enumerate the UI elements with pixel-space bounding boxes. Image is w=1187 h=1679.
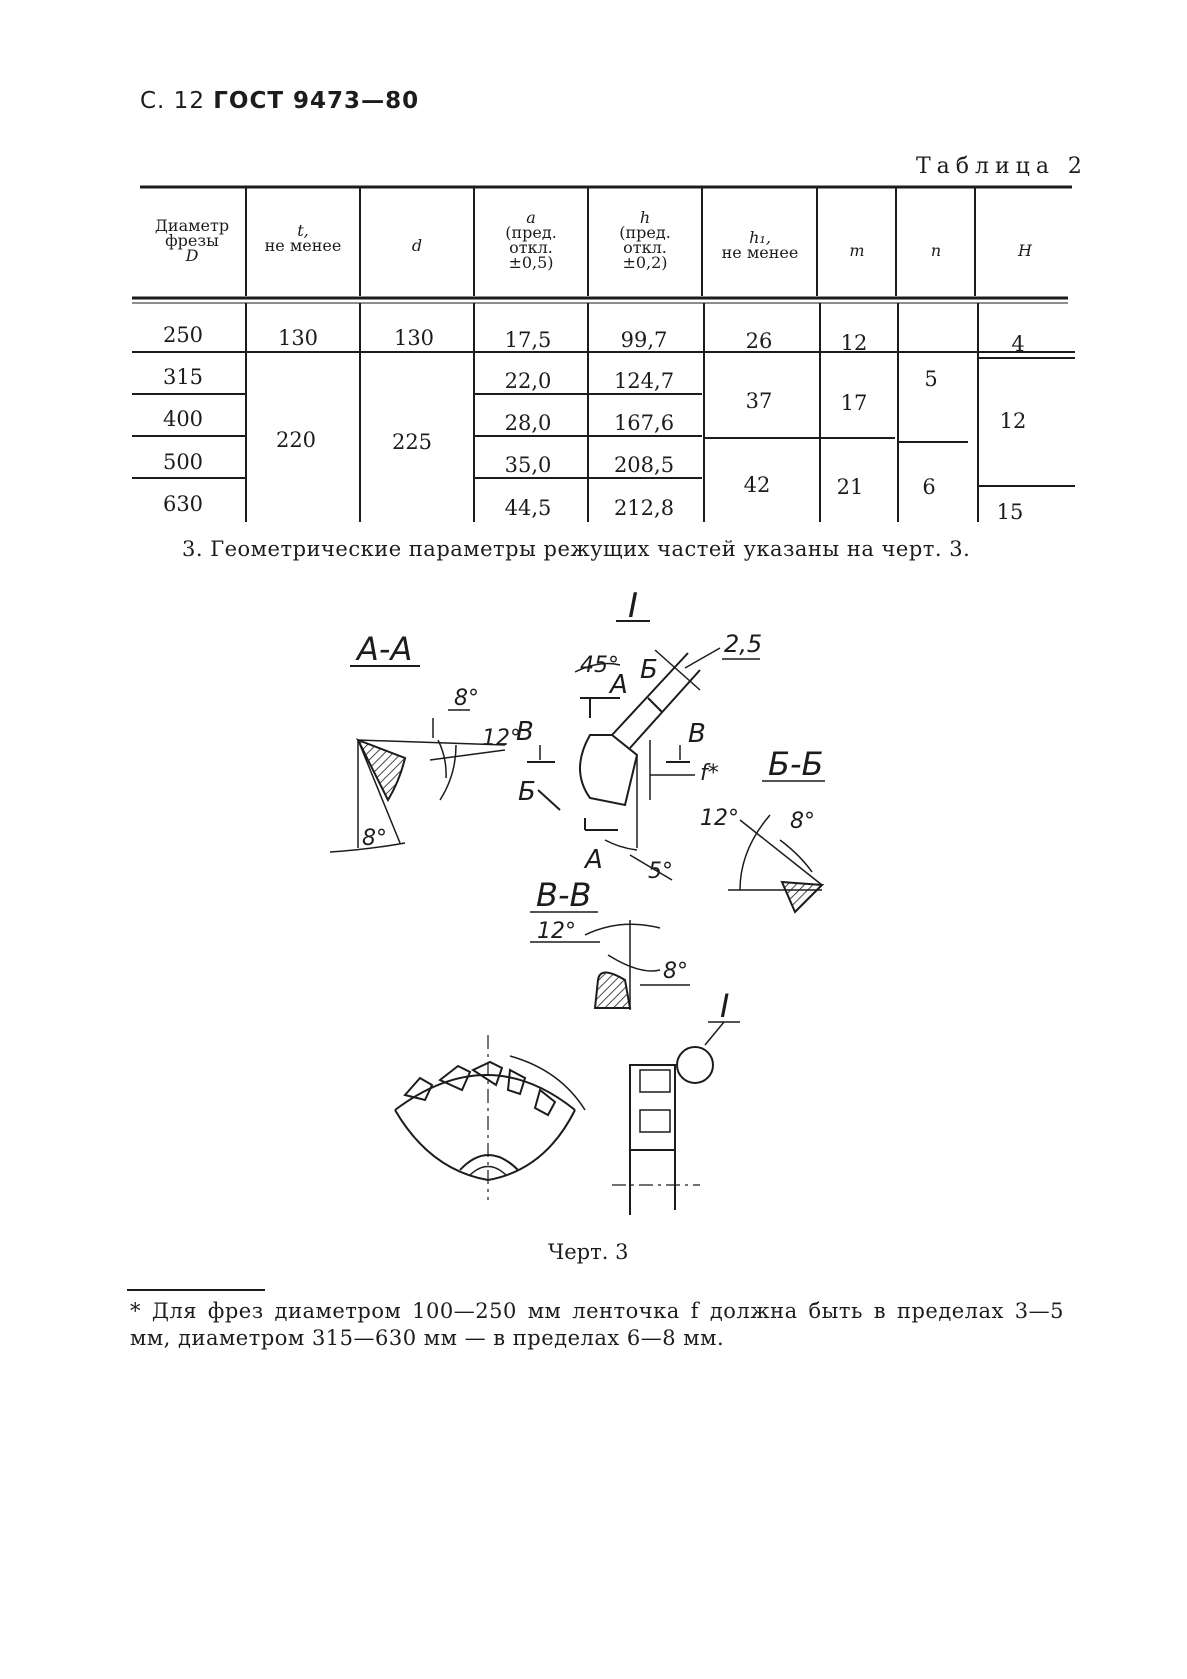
cell-h1: 37 bbox=[745, 389, 773, 413]
header-symbol: t, bbox=[297, 221, 309, 240]
label-section-AA: А-А bbox=[357, 630, 413, 668]
angle-label: 5° bbox=[648, 859, 673, 884]
section-VV bbox=[530, 876, 690, 1010]
section-BB bbox=[700, 745, 825, 912]
label-detail-I: I bbox=[628, 586, 639, 626]
header-text: ±0,5) bbox=[508, 253, 554, 272]
cell-H: 4 bbox=[1011, 332, 1025, 356]
angle-label: 12° bbox=[482, 726, 521, 751]
footnote: * Для фрез диаметром 100—250 мм ленточка f должна быть в пределах 3—5 мм, диаметром 315—630 мм — в пределах 6—8 мм. bbox=[130, 1299, 1064, 1350]
angle-label: 45° bbox=[580, 653, 619, 678]
cell-n: 5 bbox=[924, 367, 938, 391]
detail-I-title bbox=[616, 586, 650, 626]
header-symbol: h bbox=[639, 208, 651, 227]
paragraph: 3. Геометрические параметры режущих частей указаны на черт. 3. bbox=[182, 537, 971, 561]
header-H: H bbox=[1018, 241, 1032, 260]
header-m: m bbox=[849, 241, 865, 260]
cell-d: 130 bbox=[393, 326, 435, 350]
header-text: фрезы bbox=[165, 231, 219, 250]
angle-label: 8° bbox=[362, 826, 387, 851]
angle-label: 12° bbox=[700, 806, 739, 831]
cell-D: 500 bbox=[162, 450, 204, 474]
header-d: d bbox=[411, 236, 423, 255]
header-text: откл. bbox=[509, 238, 553, 257]
cell-a: 44,5 bbox=[504, 496, 552, 520]
dimension-label: 2,5 bbox=[724, 630, 763, 658]
cell-t: 130 bbox=[277, 326, 319, 350]
cell-h: 212,8 bbox=[613, 496, 675, 520]
cell-t: 220 bbox=[275, 428, 317, 452]
cell-D: 400 bbox=[162, 407, 204, 431]
header-text: откл. bbox=[623, 238, 667, 257]
label-f: f* bbox=[700, 761, 719, 786]
header-text: не менее bbox=[721, 243, 799, 262]
header-symbol: a bbox=[526, 208, 536, 227]
page-number: С. 12 bbox=[140, 88, 205, 114]
header-text: (пред. bbox=[619, 223, 671, 242]
cell-D: 315 bbox=[162, 365, 204, 389]
section-AA bbox=[330, 630, 521, 852]
cell-H: 15 bbox=[996, 500, 1024, 524]
table-title: Таблица 2 bbox=[916, 154, 1088, 179]
angle-label: 8° bbox=[663, 959, 688, 984]
detail-I-view bbox=[516, 630, 762, 884]
header-text: ±0,2) bbox=[622, 253, 668, 272]
header-symbol: D bbox=[185, 246, 199, 265]
cut-label-A: А bbox=[610, 670, 628, 700]
standard-number: ГОСТ 9473—80 bbox=[213, 88, 420, 114]
cell-D: 250 bbox=[162, 323, 204, 347]
header-n: n bbox=[930, 241, 942, 260]
cell-a: 28,0 bbox=[504, 411, 552, 435]
cell-a: 35,0 bbox=[504, 453, 552, 477]
angle-label: 8° bbox=[790, 809, 815, 834]
cell-h: 99,7 bbox=[620, 328, 668, 352]
footnote-separator bbox=[127, 1289, 265, 1291]
cell-d: 225 bbox=[391, 430, 433, 454]
cut-label-A: А bbox=[585, 845, 603, 875]
cell-h1: 42 bbox=[743, 473, 771, 497]
cell-a: 22,0 bbox=[504, 369, 552, 393]
header-text: не менее bbox=[264, 236, 342, 255]
cell-h: 208,5 bbox=[613, 453, 675, 477]
cell-a: 17,5 bbox=[504, 328, 552, 352]
angle-label: 12° bbox=[537, 919, 576, 944]
drawing-caption: Черт. 3 bbox=[548, 1240, 629, 1264]
cut-label-B: Б bbox=[640, 655, 658, 685]
cell-H: 12 bbox=[999, 409, 1027, 433]
label-section-BB: Б-Б bbox=[768, 745, 824, 783]
cell-h: 167,6 bbox=[613, 411, 675, 435]
cell-m: 12 bbox=[840, 331, 868, 355]
cell-n: 6 bbox=[922, 475, 936, 499]
header-symbol: h₁, bbox=[749, 228, 771, 247]
label-detail-I: I bbox=[720, 987, 730, 1025]
cutter-front-view bbox=[395, 1035, 585, 1200]
header-text: (пред. bbox=[505, 223, 557, 242]
cut-label-V: В bbox=[516, 717, 534, 747]
cell-D: 630 bbox=[162, 492, 204, 516]
cell-m: 21 bbox=[836, 475, 864, 499]
cell-h: 124,7 bbox=[613, 369, 675, 393]
cell-h1: 26 bbox=[745, 329, 773, 353]
cell-m: 17 bbox=[840, 391, 868, 415]
cut-label-B: Б bbox=[518, 777, 536, 807]
cutter-side-view bbox=[612, 987, 740, 1215]
label-section-VV: В-В bbox=[536, 876, 592, 914]
header-text: Диаметр bbox=[154, 216, 230, 235]
angle-label: 8° bbox=[454, 686, 479, 711]
cut-label-V: В bbox=[688, 719, 706, 749]
